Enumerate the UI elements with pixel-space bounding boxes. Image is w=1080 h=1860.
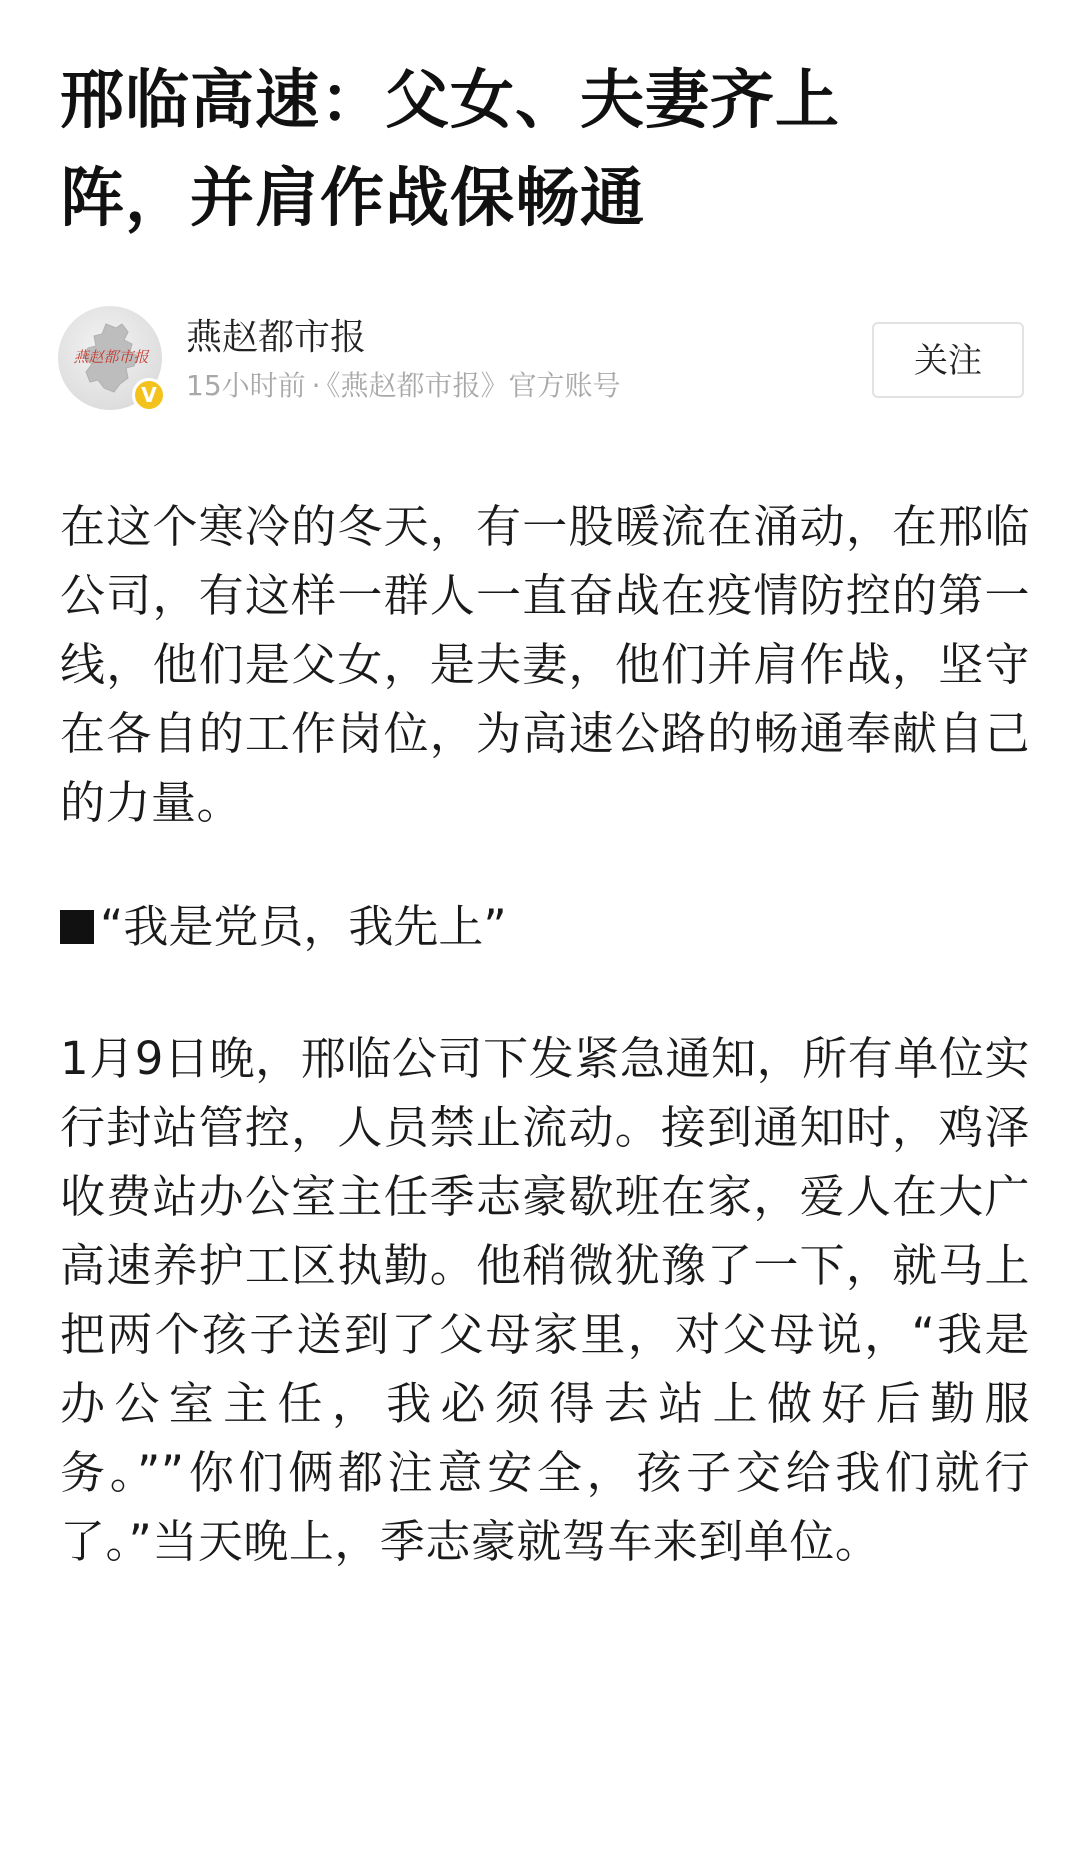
body-paragraph: 在这个寒冷的冬天，有一股暖流在涌动，在邢临公司，有这样一群人一直奋战在疫情防控的第一线，他们是父女，是夫妻，他们并肩作战，坚守在各自的工作岗位，为高速公路的畅通奉献自己的力量。 [60, 500, 1030, 829]
follow-button[interactable]: 关注 [872, 322, 1024, 398]
publish-time: 15小时前 [186, 369, 306, 402]
author-row [58, 306, 1024, 416]
verified-badge-icon: V [132, 378, 166, 412]
account-type: 《燕赵都市报》官方账号 [326, 369, 621, 402]
section-heading [60, 892, 1030, 961]
section-heading-text: “我是党员，我先上” [100, 900, 507, 953]
black-square-icon [60, 910, 94, 944]
author-avatar[interactable] [58, 306, 162, 410]
article-title: 邢临高速：父女、夫妻齐上阵，并肩作战保畅通 [60, 64, 840, 236]
avatar-logo-text: 燕赵都市报 [73, 348, 149, 366]
author-name[interactable]: 燕赵都市报 [186, 317, 367, 358]
author-meta [186, 368, 621, 404]
article-body [60, 492, 1030, 1576]
meta-separator: · [311, 369, 321, 402]
body-paragraph: 1月9日晚，邢临公司下发紧急通知，所有单位实行封站管控，人员禁止流动。接到通知时，鸡泽收费站办公室主任季志豪歇班在家，爱人在大广高速养护工区执勤。他稍微犹豫了一下，就马上把两个孩子送到了父母家里，对父母说，“我是办公室主任，我必须得去站上做好后勤服务。””你们俩都注意安全，孩子交给我们就行了。”当天晚上，季志豪就驾车来到单位。 [60, 1032, 1030, 1568]
